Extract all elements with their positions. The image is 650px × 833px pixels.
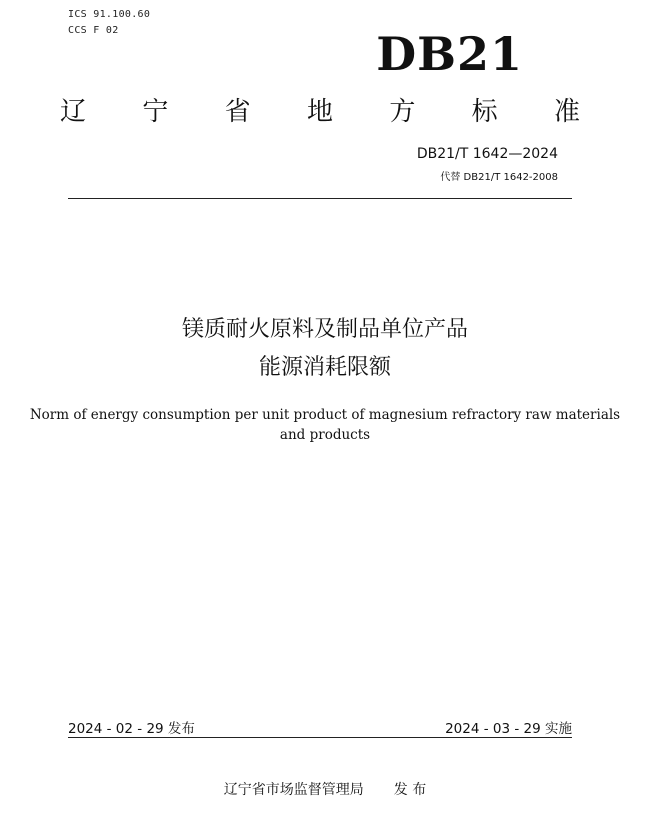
- header-divider: [68, 198, 572, 199]
- standard-type-char: 准: [553, 97, 580, 127]
- english-title-line-1: Norm of energy consumption per unit product of magnesium refractory raw materials: [29, 407, 621, 423]
- standard-type-char: 辽: [60, 97, 87, 127]
- ics-code: ICS 91.100.60: [68, 9, 151, 20]
- standard-type-char: 宁: [142, 97, 169, 127]
- issue-date: 2024 - 02 - 29 发布: [68, 721, 195, 737]
- chinese-title-line-1: 镁质耐火原料及制品单位产品: [181, 317, 468, 342]
- ccs-code: CCS F 02: [68, 25, 119, 36]
- standard-type-char: 标: [471, 97, 498, 127]
- issuing-authority: [0, 779, 650, 799]
- db21-logo: DB21: [376, 27, 523, 81]
- standard-type-char: 地: [306, 97, 333, 127]
- issuer-name: 辽宁省市场监督管理局: [223, 782, 364, 798]
- standard-type-heading: [60, 97, 580, 127]
- chinese-title-line-2: 能源消耗限额: [258, 355, 391, 380]
- issuer-action: 发 布: [393, 782, 427, 798]
- english-title-line-2: and products: [279, 427, 371, 443]
- footer-divider: [68, 737, 572, 738]
- standard-type-char: 省: [224, 97, 251, 127]
- standard-number: DB21/T 1642—2024: [416, 146, 558, 162]
- implementation-date: 2024 - 03 - 29 实施: [445, 721, 572, 737]
- standard-type-char: 方: [389, 97, 416, 127]
- replaces-note: 代替 DB21/T 1642-2008: [440, 172, 558, 183]
